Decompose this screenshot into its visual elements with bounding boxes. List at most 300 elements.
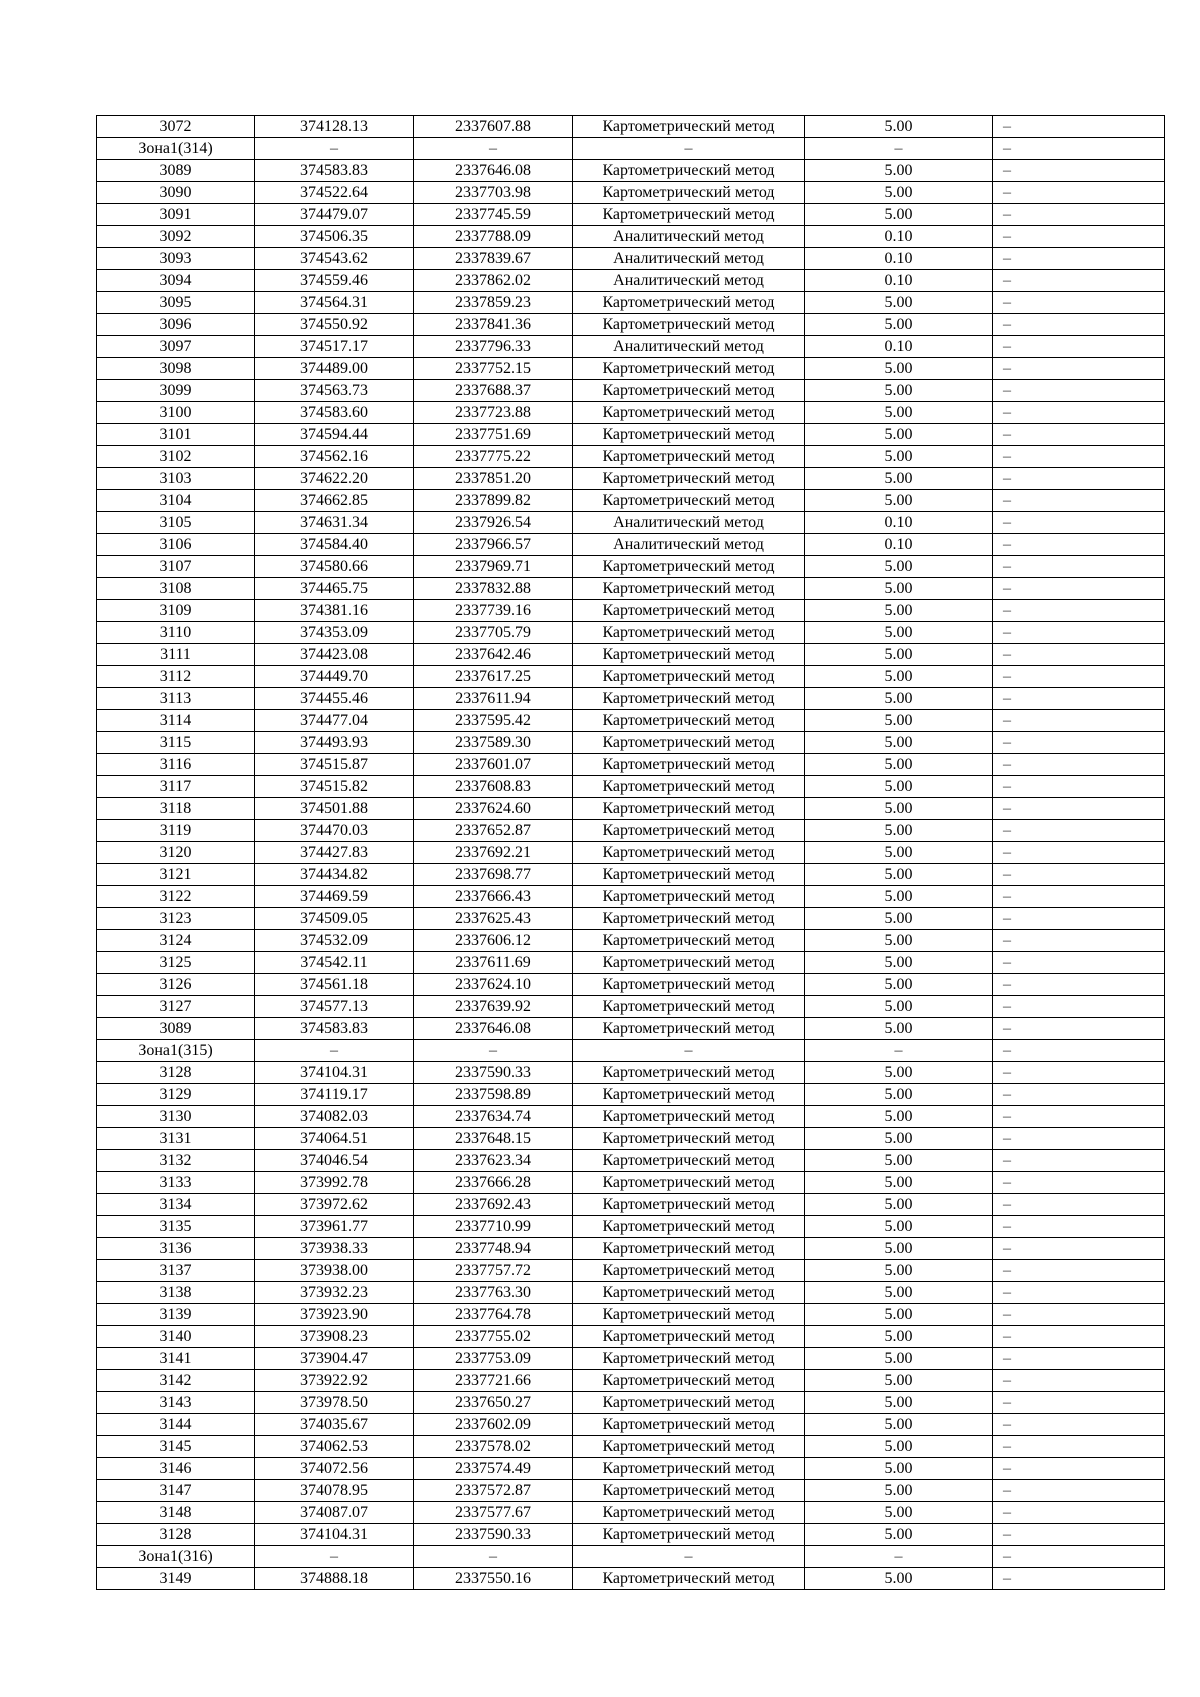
table-row [97,1370,1165,1392]
x-coordinate-cell: 374517.17 [255,336,414,358]
accuracy-cell: – [805,1546,993,1568]
method-cell: Картометрический метод [573,1172,805,1194]
method-cell: Картометрический метод [573,688,805,710]
x-coordinate-cell: 374470.03 [255,820,414,842]
description-cell: – [993,1502,1165,1524]
description-cell: – [993,1524,1165,1546]
description-cell: – [993,644,1165,666]
method-cell: – [573,1546,805,1568]
accuracy-cell: 5.00 [805,380,993,402]
accuracy-cell: 5.00 [805,1260,993,1282]
accuracy-cell: 5.00 [805,1304,993,1326]
point-number-cell: 3139 [97,1304,255,1326]
description-cell: – [993,996,1165,1018]
table-row [97,996,1165,1018]
x-coordinate-cell: 374087.07 [255,1502,414,1524]
method-cell: Картометрический метод [573,1282,805,1304]
x-coordinate-cell: 374888.18 [255,1568,414,1590]
description-cell: – [993,908,1165,930]
accuracy-cell: 5.00 [805,358,993,380]
description-cell: – [993,930,1165,952]
table-row [97,424,1165,446]
description-cell: – [993,1458,1165,1480]
description-cell: – [993,336,1165,358]
method-cell: – [573,138,805,160]
method-cell: Картометрический метод [573,1458,805,1480]
table-row [97,1172,1165,1194]
y-coordinate-cell: 2337966.57 [414,534,573,556]
table-row [97,1524,1165,1546]
y-coordinate-cell: 2337757.72 [414,1260,573,1282]
description-cell: – [993,798,1165,820]
method-cell: Картометрический метод [573,710,805,732]
x-coordinate-cell: 374489.00 [255,358,414,380]
table-row [97,446,1165,468]
point-number-cell: 3124 [97,930,255,952]
table-row [97,1106,1165,1128]
point-number-cell: 3119 [97,820,255,842]
method-cell: Картометрический метод [573,1150,805,1172]
table-row [97,358,1165,380]
method-cell: Картометрический метод [573,578,805,600]
x-coordinate-cell: 374465.75 [255,578,414,600]
x-coordinate-cell: 374563.73 [255,380,414,402]
point-number-cell: 3148 [97,1502,255,1524]
x-coordinate-cell: 374532.09 [255,930,414,952]
x-coordinate-cell: 374577.13 [255,996,414,1018]
point-number-cell: 3101 [97,424,255,446]
y-coordinate-cell: 2337646.08 [414,160,573,182]
method-cell: Картометрический метод [573,864,805,886]
accuracy-cell: 5.00 [805,1018,993,1040]
point-number-cell: 3130 [97,1106,255,1128]
y-coordinate-cell: 2337646.08 [414,1018,573,1040]
accuracy-cell: 5.00 [805,996,993,1018]
accuracy-cell: 5.00 [805,1282,993,1304]
x-coordinate-cell: 374423.08 [255,644,414,666]
x-coordinate-cell: 373923.90 [255,1304,414,1326]
method-cell: Картометрический метод [573,402,805,424]
y-coordinate-cell: 2337642.46 [414,644,573,666]
point-number-cell: 3094 [97,270,255,292]
y-coordinate-cell: 2337625.43 [414,908,573,930]
y-coordinate-cell: – [414,1040,573,1062]
x-coordinate-cell: 373938.33 [255,1238,414,1260]
accuracy-cell: 5.00 [805,732,993,754]
accuracy-cell: 5.00 [805,424,993,446]
x-coordinate-cell: 374493.93 [255,732,414,754]
accuracy-cell: 0.10 [805,248,993,270]
description-cell: – [993,1304,1165,1326]
table-row [97,776,1165,798]
description-cell: – [993,776,1165,798]
table-row [97,1260,1165,1282]
y-coordinate-cell: 2337608.83 [414,776,573,798]
x-coordinate-cell: 373961.77 [255,1216,414,1238]
accuracy-cell: 5.00 [805,1436,993,1458]
point-number-cell: 3115 [97,732,255,754]
point-number-cell: 3147 [97,1480,255,1502]
x-coordinate-cell: 374128.13 [255,116,414,138]
point-number-cell: 3111 [97,644,255,666]
y-coordinate-cell: 2337550.16 [414,1568,573,1590]
y-coordinate-cell: 2337577.67 [414,1502,573,1524]
x-coordinate-cell: 374559.46 [255,270,414,292]
point-number-cell: 3140 [97,1326,255,1348]
accuracy-cell: 5.00 [805,160,993,182]
point-number-cell: 3123 [97,908,255,930]
point-number-cell: 3091 [97,204,255,226]
x-coordinate-cell: 374561.18 [255,974,414,996]
description-cell: – [993,1282,1165,1304]
method-cell: Картометрический метод [573,798,805,820]
description-cell: – [993,468,1165,490]
point-number-cell: 3136 [97,1238,255,1260]
table-row [97,160,1165,182]
table-row [97,952,1165,974]
y-coordinate-cell: 2337723.88 [414,402,573,424]
accuracy-cell: 5.00 [805,1062,993,1084]
x-coordinate-cell: 374584.40 [255,534,414,556]
point-number-cell: 3092 [97,226,255,248]
method-cell: Картометрический метод [573,1326,805,1348]
x-coordinate-cell: 374550.92 [255,314,414,336]
table-row [97,798,1165,820]
table-row [97,754,1165,776]
y-coordinate-cell: 2337763.30 [414,1282,573,1304]
point-number-cell: 3113 [97,688,255,710]
point-number-cell: 3121 [97,864,255,886]
accuracy-cell: 5.00 [805,1326,993,1348]
description-cell: – [993,1260,1165,1282]
x-coordinate-cell: 374522.64 [255,182,414,204]
table-row [97,578,1165,600]
y-coordinate-cell: 2337752.15 [414,358,573,380]
description-cell: – [993,688,1165,710]
description-cell: – [993,556,1165,578]
point-number-cell: 3100 [97,402,255,424]
method-cell: Картометрический метод [573,314,805,336]
table-row [97,1502,1165,1524]
method-cell: Картометрический метод [573,1524,805,1546]
accuracy-cell: 5.00 [805,600,993,622]
method-cell: Картометрический метод [573,1480,805,1502]
point-number-cell: 3109 [97,600,255,622]
description-cell: – [993,1480,1165,1502]
x-coordinate-cell: 374562.16 [255,446,414,468]
accuracy-cell: 5.00 [805,204,993,226]
accuracy-cell: 5.00 [805,182,993,204]
point-number-cell: 3127 [97,996,255,1018]
x-coordinate-cell: 373932.23 [255,1282,414,1304]
accuracy-cell: 5.00 [805,402,993,424]
x-coordinate-cell: 374035.67 [255,1414,414,1436]
method-cell: Аналитический метод [573,270,805,292]
x-coordinate-cell: 373938.00 [255,1260,414,1282]
table-row [97,204,1165,226]
description-cell: – [993,1172,1165,1194]
accuracy-cell: 5.00 [805,1370,993,1392]
point-number-cell: 3093 [97,248,255,270]
method-cell: Картометрический метод [573,820,805,842]
accuracy-cell: 5.00 [805,710,993,732]
point-number-cell: 3146 [97,1458,255,1480]
accuracy-cell: 5.00 [805,1502,993,1524]
y-coordinate-cell: 2337666.43 [414,886,573,908]
x-coordinate-cell: 374583.60 [255,402,414,424]
table-row [97,512,1165,534]
accuracy-cell: 5.00 [805,1150,993,1172]
x-coordinate-cell: 374064.51 [255,1128,414,1150]
accuracy-cell: 5.00 [805,1392,993,1414]
y-coordinate-cell: 2337617.25 [414,666,573,688]
point-number-cell: 3135 [97,1216,255,1238]
x-coordinate-cell: 374104.31 [255,1524,414,1546]
description-cell: – [993,380,1165,402]
table-row [97,1216,1165,1238]
y-coordinate-cell: 2337739.16 [414,600,573,622]
description-cell: – [993,116,1165,138]
table-row [97,1458,1165,1480]
accuracy-cell: 5.00 [805,842,993,864]
point-number-cell: 3112 [97,666,255,688]
method-cell: Картометрический метод [573,1216,805,1238]
point-number-cell: 3099 [97,380,255,402]
y-coordinate-cell: 2337624.10 [414,974,573,996]
method-cell: Картометрический метод [573,1238,805,1260]
description-cell: – [993,1062,1165,1084]
method-cell: Картометрический метод [573,754,805,776]
description-cell: – [993,1392,1165,1414]
method-cell: Картометрический метод [573,204,805,226]
description-cell: – [993,886,1165,908]
point-number-cell: 3106 [97,534,255,556]
table-row [97,886,1165,908]
y-coordinate-cell: 2337710.99 [414,1216,573,1238]
point-number-cell: Зона1(315) [97,1040,255,1062]
table-row [97,1392,1165,1414]
y-coordinate-cell: – [414,1546,573,1568]
accuracy-cell: 0.10 [805,512,993,534]
x-coordinate-cell: 374594.44 [255,424,414,446]
description-cell: – [993,226,1165,248]
table-row [97,468,1165,490]
description-cell: – [993,952,1165,974]
point-number-cell: 3117 [97,776,255,798]
y-coordinate-cell: 2337775.22 [414,446,573,468]
description-cell: – [993,842,1165,864]
description-cell: – [993,358,1165,380]
accuracy-cell: 5.00 [805,314,993,336]
point-number-cell: 3128 [97,1062,255,1084]
method-cell: Картометрический метод [573,930,805,952]
point-number-cell: 3144 [97,1414,255,1436]
y-coordinate-cell: 2337589.30 [414,732,573,754]
table-row [97,1128,1165,1150]
accuracy-cell: 5.00 [805,930,993,952]
x-coordinate-cell: 373904.47 [255,1348,414,1370]
method-cell: Картометрический метод [573,468,805,490]
y-coordinate-cell: 2337692.43 [414,1194,573,1216]
y-coordinate-cell: 2337590.33 [414,1524,573,1546]
point-number-cell: 3110 [97,622,255,644]
description-cell: – [993,424,1165,446]
accuracy-cell: 5.00 [805,688,993,710]
table-row [97,270,1165,292]
accuracy-cell: 5.00 [805,864,993,886]
description-cell: – [993,402,1165,424]
y-coordinate-cell: 2337634.74 [414,1106,573,1128]
table-row [97,930,1165,952]
accuracy-cell: 0.10 [805,270,993,292]
accuracy-cell: 5.00 [805,622,993,644]
accuracy-cell: 0.10 [805,336,993,358]
x-coordinate-cell: 373922.92 [255,1370,414,1392]
method-cell: Картометрический метод [573,160,805,182]
description-cell: – [993,732,1165,754]
accuracy-cell: 5.00 [805,908,993,930]
x-coordinate-cell: 374479.07 [255,204,414,226]
y-coordinate-cell: 2337969.71 [414,556,573,578]
description-cell: – [993,204,1165,226]
method-cell: Картометрический метод [573,622,805,644]
x-coordinate-cell: 373992.78 [255,1172,414,1194]
x-coordinate-cell: 374583.83 [255,160,414,182]
y-coordinate-cell: 2337841.36 [414,314,573,336]
table-row [97,116,1165,138]
table-row [97,666,1165,688]
y-coordinate-cell: 2337899.82 [414,490,573,512]
y-coordinate-cell: 2337839.67 [414,248,573,270]
accuracy-cell: – [805,138,993,160]
y-coordinate-cell: 2337832.88 [414,578,573,600]
y-coordinate-cell: 2337926.54 [414,512,573,534]
x-coordinate-cell: 374515.82 [255,776,414,798]
description-cell: – [993,600,1165,622]
table-row [97,1062,1165,1084]
x-coordinate-cell: 373972.62 [255,1194,414,1216]
table-row [97,1018,1165,1040]
description-cell: – [993,710,1165,732]
description-cell: – [993,138,1165,160]
method-cell: Картометрический метод [573,842,805,864]
method-cell: Картометрический метод [573,556,805,578]
method-cell: Картометрический метод [573,974,805,996]
accuracy-cell: 5.00 [805,578,993,600]
point-number-cell: 3143 [97,1392,255,1414]
method-cell: Картометрический метод [573,1414,805,1436]
method-cell: Картометрический метод [573,292,805,314]
x-coordinate-cell: 374542.11 [255,952,414,974]
description-cell: – [993,446,1165,468]
x-coordinate-cell: 374583.83 [255,1018,414,1040]
method-cell: Аналитический метод [573,226,805,248]
x-coordinate-cell: 374477.04 [255,710,414,732]
method-cell: Аналитический метод [573,512,805,534]
method-cell: Картометрический метод [573,424,805,446]
method-cell: Картометрический метод [573,600,805,622]
method-cell: Картометрический метод [573,380,805,402]
table-row [97,1084,1165,1106]
accuracy-cell: 5.00 [805,1480,993,1502]
description-cell: – [993,1238,1165,1260]
y-coordinate-cell: 2337721.66 [414,1370,573,1392]
zone-header-row [97,138,1165,160]
x-coordinate-cell: 374469.59 [255,886,414,908]
y-coordinate-cell: 2337753.09 [414,1348,573,1370]
x-coordinate-cell: 374455.46 [255,688,414,710]
y-coordinate-cell: 2337751.69 [414,424,573,446]
table-row [97,1326,1165,1348]
method-cell: Картометрический метод [573,886,805,908]
point-number-cell: 3149 [97,1568,255,1590]
method-cell: Картометрический метод [573,182,805,204]
description-cell: – [993,1106,1165,1128]
description-cell: – [993,1216,1165,1238]
accuracy-cell: 5.00 [805,468,993,490]
point-number-cell: 3128 [97,1524,255,1546]
accuracy-cell: 5.00 [805,1128,993,1150]
y-coordinate-cell: 2337624.60 [414,798,573,820]
table-row [97,1150,1165,1172]
y-coordinate-cell: 2337578.02 [414,1436,573,1458]
table-row [97,1194,1165,1216]
table-row [97,182,1165,204]
point-number-cell: 3108 [97,578,255,600]
accuracy-cell: 5.00 [805,644,993,666]
y-coordinate-cell: 2337705.79 [414,622,573,644]
y-coordinate-cell: 2337606.12 [414,930,573,952]
description-cell: – [993,1326,1165,1348]
x-coordinate-cell: 374082.03 [255,1106,414,1128]
point-number-cell: 3107 [97,556,255,578]
point-number-cell: 3120 [97,842,255,864]
description-cell: – [993,1018,1165,1040]
description-cell: – [993,1128,1165,1150]
x-coordinate-cell: 374046.54 [255,1150,414,1172]
x-coordinate-cell: 374078.95 [255,1480,414,1502]
method-cell: Картометрический метод [573,1018,805,1040]
accuracy-cell: 0.10 [805,226,993,248]
description-cell: – [993,160,1165,182]
method-cell: Картометрический метод [573,1194,805,1216]
x-coordinate-cell: – [255,138,414,160]
point-number-cell: 3131 [97,1128,255,1150]
description-cell: – [993,1348,1165,1370]
accuracy-cell: 5.00 [805,1568,993,1590]
point-number-cell: 3142 [97,1370,255,1392]
table-row [97,292,1165,314]
y-coordinate-cell: 2337788.09 [414,226,573,248]
method-cell: Картометрический метод [573,1084,805,1106]
table-row [97,732,1165,754]
accuracy-cell: 5.00 [805,292,993,314]
accuracy-cell: 5.00 [805,1216,993,1238]
y-coordinate-cell: 2337862.02 [414,270,573,292]
accuracy-cell: 5.00 [805,446,993,468]
y-coordinate-cell: 2337703.98 [414,182,573,204]
y-coordinate-cell: 2337590.33 [414,1062,573,1084]
table-row [97,402,1165,424]
description-cell: – [993,248,1165,270]
accuracy-cell: 5.00 [805,754,993,776]
y-coordinate-cell: 2337574.49 [414,1458,573,1480]
x-coordinate-cell: 374564.31 [255,292,414,314]
point-number-cell: 3103 [97,468,255,490]
method-cell: Картометрический метод [573,1106,805,1128]
table-row [97,1480,1165,1502]
zone-header-row [97,1040,1165,1062]
